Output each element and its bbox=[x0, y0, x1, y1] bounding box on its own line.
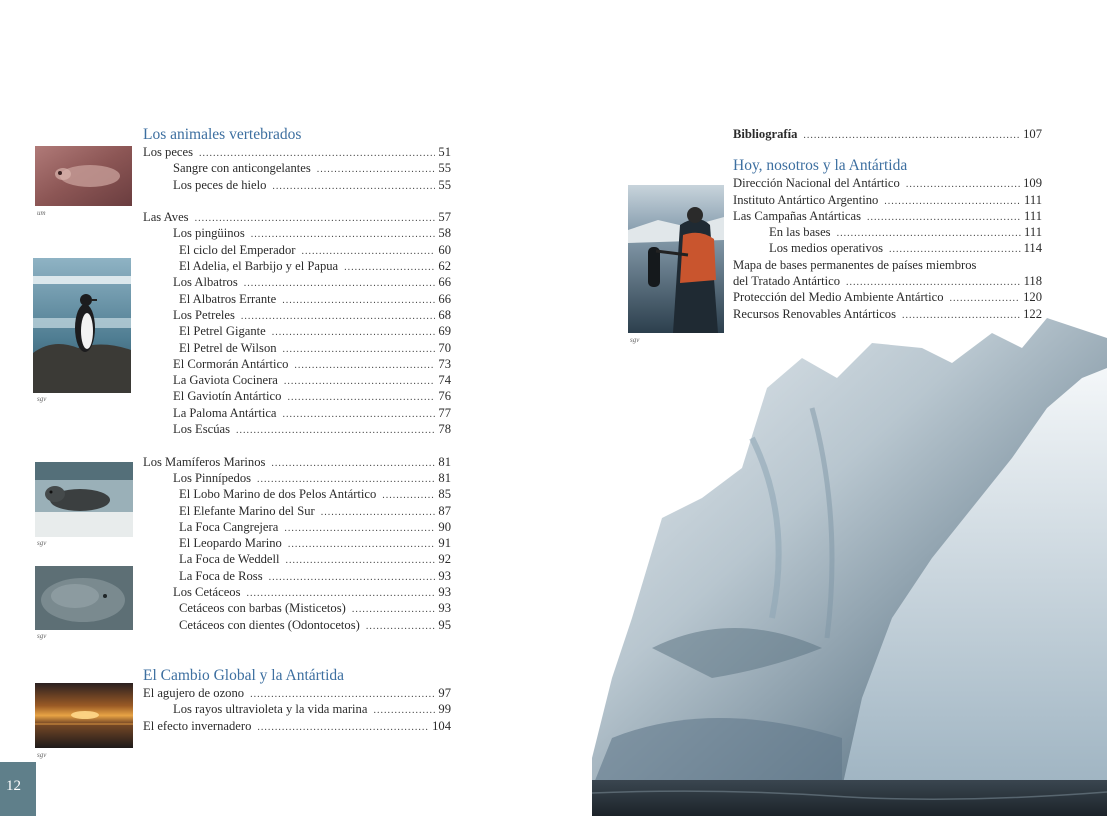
toc-entry[interactable]: Los Cetáceos ..... 93 bbox=[143, 584, 451, 600]
toc-entry[interactable]: Recursos Renovables Antárticos ..... 122 bbox=[733, 306, 1042, 322]
toc-entry[interactable]: Los Pinnípedos ..... 81 bbox=[143, 470, 451, 486]
fish-photo bbox=[35, 146, 132, 206]
photo-credit: sgv bbox=[37, 395, 47, 403]
toc-entry[interactable]: Los Mamíferos Marinos ..... 81 bbox=[143, 454, 451, 470]
expedition-photo bbox=[628, 185, 724, 333]
iceberg-photo bbox=[592, 318, 1107, 816]
toc-entry[interactable]: Protección del Medio Ambiente Antártico ..... 120 bbox=[733, 289, 1042, 305]
toc-entry[interactable]: Cetáceos con dientes (Odontocetos) ..... 95 bbox=[143, 617, 451, 633]
page-number: 12 bbox=[6, 778, 21, 794]
toc-entry[interactable]: Los Petreles ..... 68 bbox=[143, 307, 451, 323]
photo-credit: sgv bbox=[37, 539, 47, 547]
seal-photo bbox=[35, 462, 133, 537]
toc-entry[interactable]: Cetáceos con barbas (Misticetos) ..... 93 bbox=[143, 600, 451, 616]
toc-entry[interactable]: El Petrel Gigante ..... 69 bbox=[143, 323, 451, 339]
toc-entry[interactable]: Las Aves ..... 57 bbox=[143, 209, 451, 225]
toc-entry[interactable]: Los peces ..... 51 bbox=[143, 144, 451, 160]
toc-left-cambio bbox=[143, 667, 451, 734]
section-title: Hoy, nosotros y la Antártida bbox=[733, 157, 908, 175]
toc-entry[interactable]: Sangre con anticongelantes ..... 55 bbox=[143, 160, 451, 176]
photo-credit: sgv bbox=[630, 336, 640, 344]
toc-entry[interactable]: La Paloma Antártica ..... 77 bbox=[143, 405, 451, 421]
toc-entry[interactable]: El Cormorán Antártico ..... 73 bbox=[143, 356, 451, 372]
toc-entry[interactable]: Las Campañas Antárticas ..... 111 bbox=[733, 208, 1042, 224]
toc-entry[interactable]: Los pingüinos ..... 58 bbox=[143, 225, 451, 241]
toc-entry[interactable]: El Lobo Marino de dos Pelos Antártico ..... 85 bbox=[143, 486, 451, 502]
toc-entry[interactable]: Dirección Nacional del Antártico ..... 109 bbox=[733, 175, 1042, 191]
toc-entry[interactable]: En las bases ..... 111 bbox=[733, 224, 1042, 240]
toc-entry-bibliography[interactable]: Bibliografía ..... 107 bbox=[733, 126, 1042, 142]
photo-credit: sgv bbox=[37, 632, 47, 640]
toc-entry[interactable]: Mapa de bases permanentes de países miembros bbox=[733, 257, 977, 272]
photo-credit: um bbox=[37, 209, 46, 217]
toc-entry[interactable]: La Foca Cangrejera ..... 90 bbox=[143, 519, 451, 535]
right-page bbox=[560, 0, 1107, 816]
section-title: Los animales vertebrados bbox=[143, 126, 302, 143]
penguin-photo bbox=[33, 258, 131, 393]
toc-entry[interactable]: El Adelia, el Barbijo y el Papua ..... 62 bbox=[143, 258, 451, 274]
toc-entry[interactable]: La Foca de Weddell ..... 92 bbox=[143, 551, 451, 567]
toc-entry[interactable]: del Tratado Antártico ..... 118 bbox=[733, 273, 1042, 289]
toc-entry[interactable]: El efecto invernadero ..... 104 bbox=[143, 718, 451, 734]
toc-entry[interactable]: Los Escúas ..... 78 bbox=[143, 421, 451, 437]
sunset-photo bbox=[35, 683, 133, 748]
toc-entry[interactable]: El agujero de ozono ..... 97 bbox=[143, 685, 451, 701]
toc-entry[interactable]: Los Albatros ..... 66 bbox=[143, 274, 451, 290]
toc-right bbox=[733, 126, 1042, 322]
toc-entry[interactable]: El ciclo del Emperador ..... 60 bbox=[143, 242, 451, 258]
toc-entry[interactable]: Los medios operativos ..... 114 bbox=[733, 240, 1042, 256]
section-title: El Cambio Global y la Antártida bbox=[143, 667, 345, 684]
page-number-box bbox=[0, 762, 36, 816]
toc-left bbox=[143, 126, 451, 633]
toc-entry[interactable]: El Leopardo Marino ..... 91 bbox=[143, 535, 451, 551]
toc-entry[interactable]: Los peces de hielo ..... 55 bbox=[143, 177, 451, 193]
toc-entry[interactable]: El Albatros Errante ..... 66 bbox=[143, 291, 451, 307]
whale-photo bbox=[35, 566, 133, 630]
toc-entry[interactable]: Instituto Antártico Argentino ..... 111 bbox=[733, 192, 1042, 208]
toc-entry[interactable]: El Elefante Marino del Sur ..... 87 bbox=[143, 503, 451, 519]
photo-credit: sgv bbox=[37, 751, 47, 759]
toc-entry[interactable]: El Gaviotín Antártico ..... 76 bbox=[143, 388, 451, 404]
toc-entry[interactable]: La Foca de Ross ..... 93 bbox=[143, 568, 451, 584]
toc-entry[interactable]: Los rayos ultravioleta y la vida marina ..... 99 bbox=[143, 701, 451, 717]
toc-entry[interactable]: El Petrel de Wilson ..... 70 bbox=[143, 340, 451, 356]
toc-entry[interactable]: La Gaviota Cocinera ..... 74 bbox=[143, 372, 451, 388]
